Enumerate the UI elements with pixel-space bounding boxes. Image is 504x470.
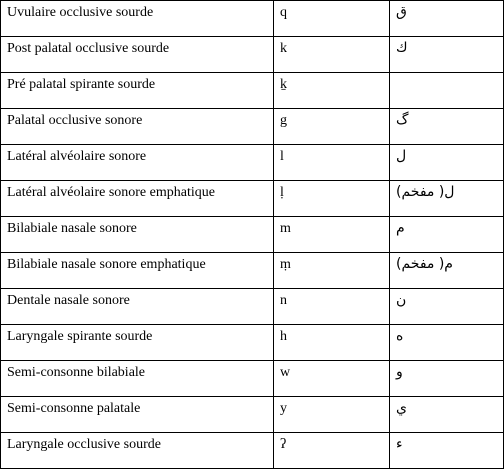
- phoneme-description: Semi-consonne bilabiale: [1, 361, 274, 397]
- phonetic-symbol: m: [274, 217, 390, 253]
- phoneme-description: Bilabiale nasale sonore emphatique: [1, 253, 274, 289]
- table-row: [1, 397, 504, 433]
- table-row: [1, 73, 504, 109]
- phonetic-symbol: l: [274, 145, 390, 181]
- arabic-letter: گ: [390, 109, 504, 145]
- phoneme-description: Pré palatal spirante sourde: [1, 73, 274, 109]
- arabic-letter: ن: [390, 289, 504, 325]
- arabic-letter: و: [390, 361, 504, 397]
- phoneme-description: Laryngale spirante sourde: [1, 325, 274, 361]
- phoneme-description: Dentale nasale sonore: [1, 289, 274, 325]
- arabic-letter: م( مفخم): [390, 253, 504, 289]
- table-row: [1, 361, 504, 397]
- phoneme-description: Uvulaire occlusive sourde: [1, 1, 274, 37]
- arabic-letter: [390, 73, 504, 109]
- table-row: [1, 181, 504, 217]
- phonetic-symbol: ʔ: [274, 433, 390, 469]
- arabic-letter: ي: [390, 397, 504, 433]
- phoneme-description: Palatal occlusive sonore: [1, 109, 274, 145]
- table-row: [1, 433, 504, 469]
- table-row: [1, 217, 504, 253]
- phonetic-symbol: y: [274, 397, 390, 433]
- table-row: [1, 253, 504, 289]
- phonetic-symbol: n: [274, 289, 390, 325]
- table-row: [1, 1, 504, 37]
- table-row: [1, 289, 504, 325]
- phonetic-symbol: k̠: [274, 73, 390, 109]
- phonetic-symbol: ḷ: [274, 181, 390, 217]
- phoneme-description: Latéral alvéolaire sonore: [1, 145, 274, 181]
- arabic-letter: ق: [390, 1, 504, 37]
- table-row: [1, 109, 504, 145]
- phonetic-symbol: q: [274, 1, 390, 37]
- arabic-letter: م: [390, 217, 504, 253]
- phonetic-symbol: w: [274, 361, 390, 397]
- arabic-letter: ء: [390, 433, 504, 469]
- phoneme-description: Post palatal occlusive sourde: [1, 37, 274, 73]
- arabic-letter: ل: [390, 145, 504, 181]
- arabic-letter: ك: [390, 37, 504, 73]
- phonetic-symbol: ṃ: [274, 253, 390, 289]
- phonetic-symbol: h: [274, 325, 390, 361]
- arabic-letter: ه: [390, 325, 504, 361]
- phoneme-description: Latéral alvéolaire sonore emphatique: [1, 181, 274, 217]
- table-row: [1, 37, 504, 73]
- table-row: [1, 325, 504, 361]
- phonetic-symbol: g: [274, 109, 390, 145]
- phoneme-description: Bilabiale nasale sonore: [1, 217, 274, 253]
- table-row: [1, 145, 504, 181]
- phoneme-description: Semi-consonne palatale: [1, 397, 274, 433]
- arabic-letter: ل( مفخم): [390, 181, 504, 217]
- phoneme-description: Laryngale occlusive sourde: [1, 433, 274, 469]
- phonetic-symbol: k: [274, 37, 390, 73]
